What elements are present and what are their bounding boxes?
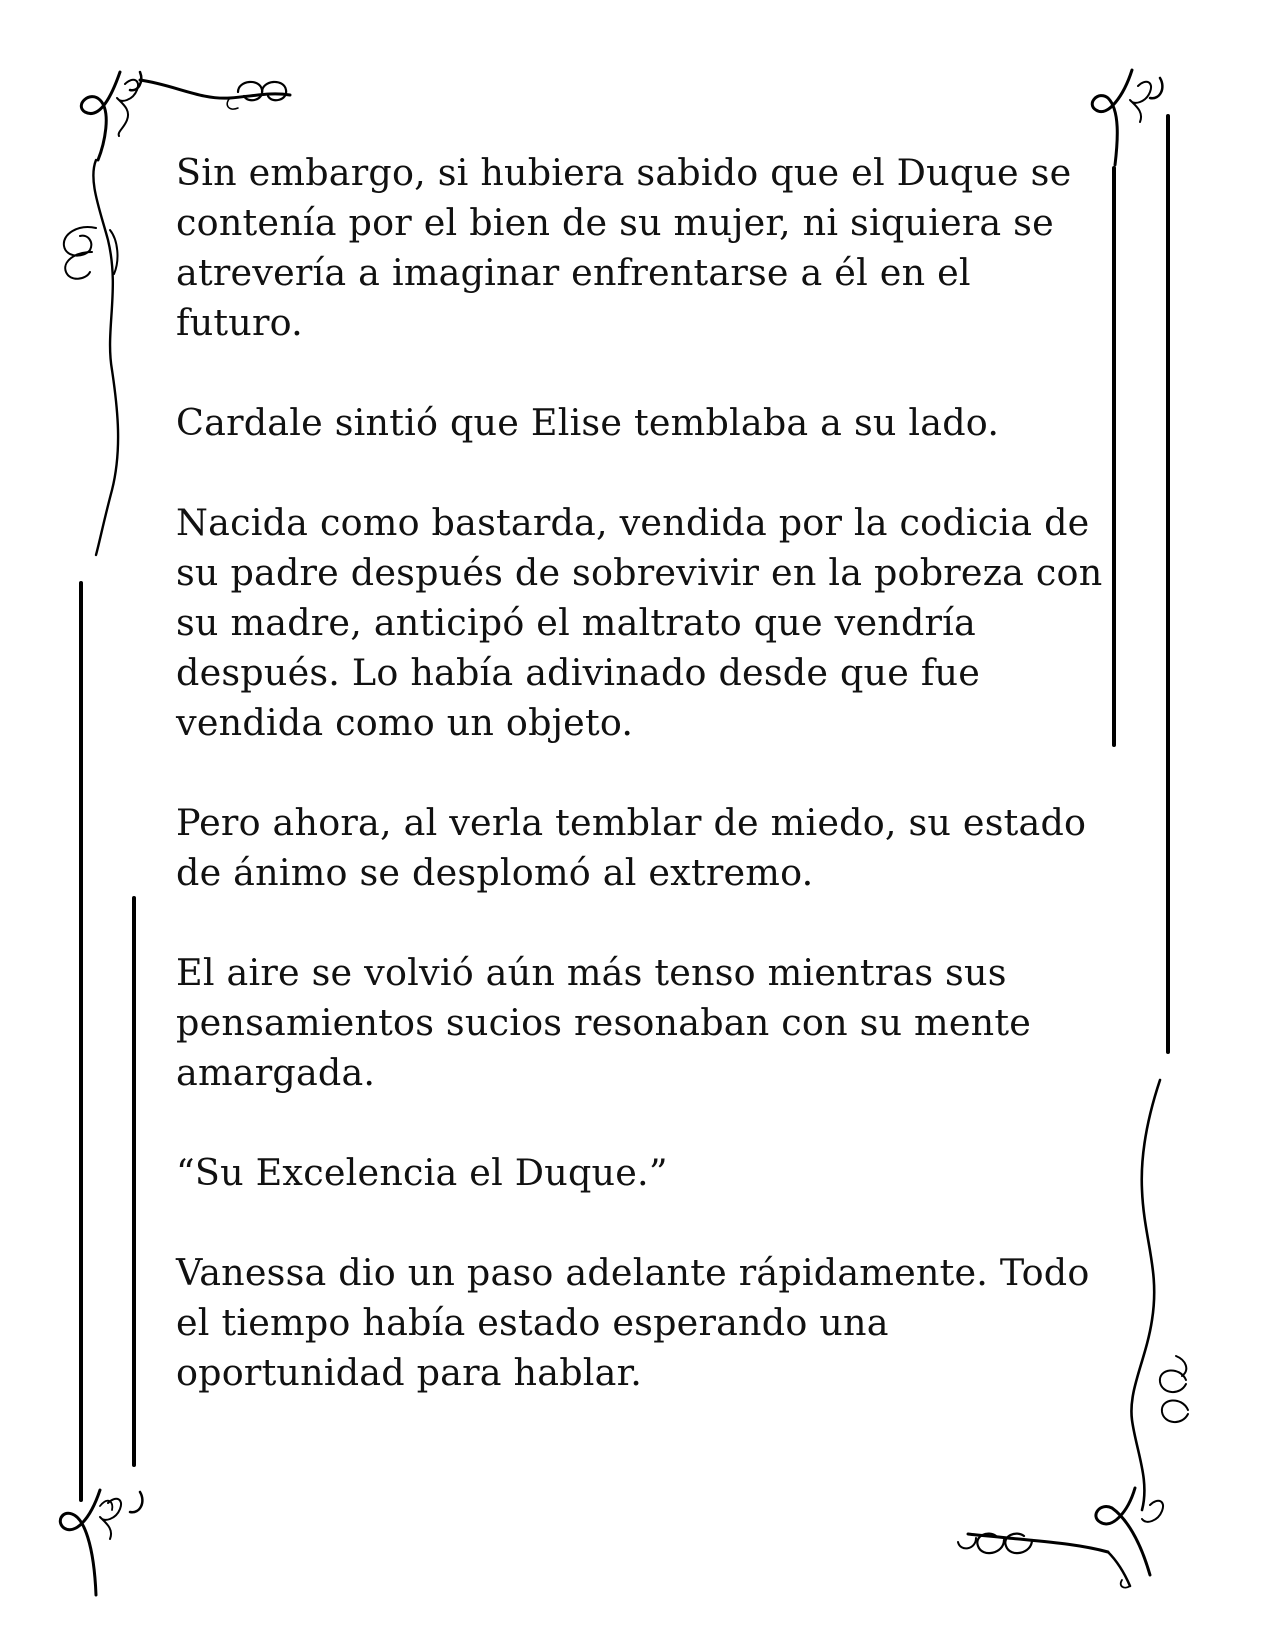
- bottom-left-flourish-ornament: [60, 1490, 142, 1595]
- paragraph-dialogue: “Su Excelencia el Duque.”: [176, 1151, 668, 1194]
- paragraph: Vanessa dio un paso adelante rápidamente. Todo el tiempo había estado esperando una oportunidad para hablar.: [176, 1251, 1090, 1394]
- document-body: [176, 148, 1106, 1398]
- paragraph: Pero ahora, al verla temblar de miedo, su estado de ánimo se desplomó al extremo.: [176, 801, 1087, 894]
- paragraph: El aire se volvió aún más tenso mientras sus pensamientos sucios resonaban con su mente amargada.: [176, 951, 1032, 1094]
- paragraph: Nacida como bastarda, vendida por la codicia de su padre después de sobrevivir en la pobreza con su madre, anticipó el maltrato que vendría después. Lo había adivinado desde que fue vendida como un objeto.: [176, 501, 1103, 744]
- paragraph: Cardale sintió que Elise temblaba a su lado.: [176, 401, 1000, 444]
- paragraph: Sin embargo, si hubiera sabido que el Duque se contenía por el bien de su mujer, ni siquiera se atrevería a imaginar enfrentarse a él en el futuro.: [176, 151, 1072, 344]
